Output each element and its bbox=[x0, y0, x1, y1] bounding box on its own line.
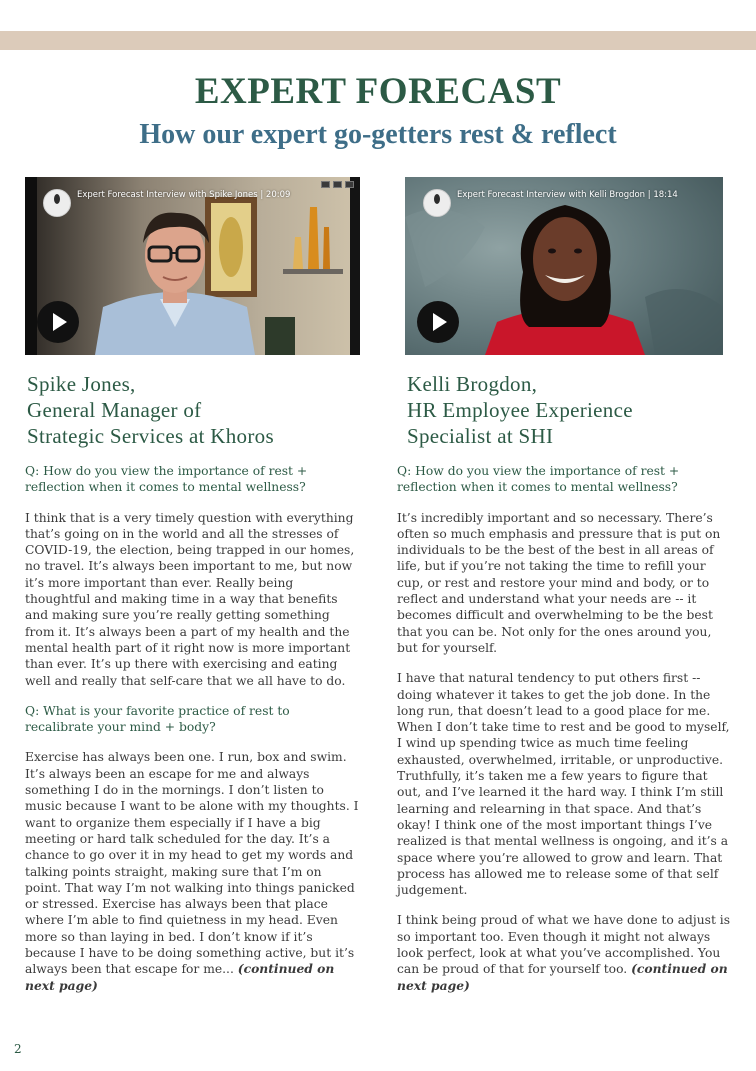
name-line: Kelli Brogdon, bbox=[407, 372, 538, 396]
continued-note: (continued on next page) bbox=[397, 961, 728, 993]
question-1: Q: How do you view the importance of rest + reflection when it comes to mental wellness? bbox=[25, 464, 308, 495]
page-subtitle: How our expert go-getters rest & reflect bbox=[139, 119, 617, 150]
play-icon[interactable] bbox=[37, 301, 79, 343]
channel-logo-icon[interactable] bbox=[43, 189, 71, 217]
continued-note: (continued on next page) bbox=[25, 961, 335, 993]
video-menu-icon[interactable] bbox=[321, 181, 354, 188]
answer-2-text: Exercise has always been one. I run, box and swim. It’s always been an escape for me and always something I do in the mornings. I don’t listen to music because I want to be alone with my thoughts. I want to organize them especially if I have a big meeting or hard talk scheduled for the day. It’s a chance to go over it in my head to get my words and talking points straight, making sure that I’m on point. That way I’m not walking into things panicked or stressed. Exercise has always been that place where I’m able to find quietness in my head. Even more so than laying in bed. I don’t know if it’s because I have to be doing something active, but it’s always been that escape for me... bbox=[25, 750, 359, 977]
interviewee-name-title bbox=[407, 371, 732, 449]
answer-3 bbox=[397, 912, 732, 993]
page-title: EXPERT FORECAST bbox=[194, 71, 562, 112]
answer-3-text: I think being proud of what we have done to adjust is so important too. Even though it might not always look perfect, look at what you’ve accomplished. You can be proud of that for yourself too. bbox=[397, 913, 731, 977]
answer-2: I have that natural tendency to put others first -- doing whatever it takes to get the job done. In the long run, that doesn’t lead to a good place for me. When I don’t take time to rest and be good to myself, I wind up spending twice as much time feeling exhausted, overwhelmed, irritable, or unproductive. Truthfully, it’s taken me a few years to figure that out, and I’ve learned it the hard way. I think I’m still learning and relearning in that space. And that’s okay! I think one of the most important things I’ve realized is that mental wellness is ongoing, and it’s a space where you’re allowed to grow and learn. That process has allowed me to release some of that self judgement. bbox=[397, 671, 730, 898]
question-2: Q: What is your favorite practice of rest to recalibrate your mind + body? bbox=[25, 703, 290, 735]
video-title[interactable]: Expert Forecast Interview with Kelli Brogdon | 18:14 bbox=[457, 190, 678, 200]
interview-column-spike-jones bbox=[25, 177, 360, 994]
page-number: 2 bbox=[14, 1042, 22, 1056]
role-line: General Manager of bbox=[27, 398, 202, 422]
role-line: HR Employee Experience bbox=[407, 398, 633, 422]
video-embed-kelli-brogdon[interactable] bbox=[405, 177, 723, 355]
answer-2 bbox=[25, 749, 360, 993]
video-title[interactable]: Expert Forecast Interview with Spike Jones | 20:09 bbox=[77, 190, 291, 200]
top-decorative-band bbox=[0, 31, 756, 50]
company-line: Strategic Services at Khoros bbox=[27, 424, 274, 448]
video-embed-spike-jones[interactable] bbox=[25, 177, 360, 355]
interviewee-name-title bbox=[27, 371, 360, 449]
interview-column-kelli-brogdon bbox=[397, 177, 732, 994]
channel-logo-icon[interactable] bbox=[423, 189, 451, 217]
company-line: Specialist at SHI bbox=[407, 424, 554, 448]
play-icon[interactable] bbox=[417, 301, 459, 343]
answer-1: I think that is a very timely question with everything that’s going on in the world and all the stresses of COVID-19, the election, being trapped in our homes, no travel. It’s always been important to me, but now it’s more important than ever. Really being thoughtful and making time in a way that benefits and making sure you’re really getting something from it. It’s always been a part of my health and the mental health part of it right now is more important than ever. It’s up there with exercising and eating well and really that self-care that we all have to do. bbox=[25, 510, 355, 688]
answer-1: It’s incredibly important and so necessary. There’s often so much emphasis and pressure that is put on individuals to be the best of the best in all areas of life, but if you’re not taking the time to refill your cup, or rest and restore your mind and body, or to reflect and understand what your needs are -- it becomes difficult and overwhelming to be the best that you can be. Not only for the ones around you, but for yourself. bbox=[397, 510, 721, 655]
question-1: Q: How do you view the importance of rest + reflection when it comes to mental wellness? bbox=[397, 464, 680, 495]
name-line: Spike Jones, bbox=[27, 372, 136, 396]
